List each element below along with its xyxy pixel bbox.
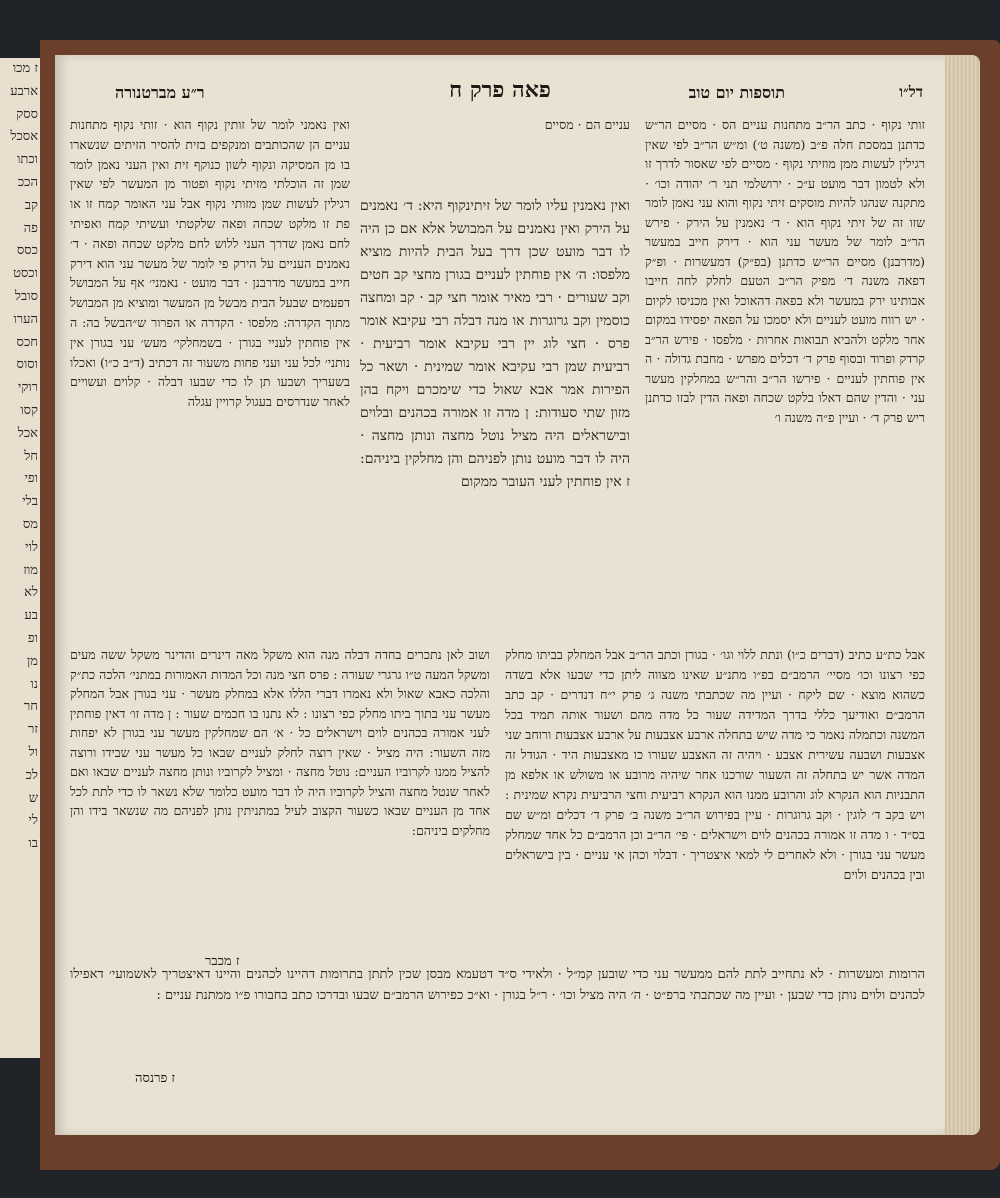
- facing-page-line: אכל: [17, 425, 38, 441]
- facing-page-line: זר: [27, 722, 38, 738]
- center-top-text: עניים הם · מסיים: [544, 117, 630, 132]
- catchword: ז פרנסה: [135, 1071, 176, 1086]
- center-commentary-top: [360, 115, 630, 195]
- footer-commentary-text: הרומות ומעשרות · לא נתחייב לתת להם ממעשר עני כדי שובען קמ״ל · ולאידי ס״ד דטעמא מבסן שכין לתתן בתרומות דהיינו לכהנים והיינו דאיצטריך לאשמועי׳ דאפילו לכהנים ולוים נותן כדי שבען · ועיין מה שכתבתי ברפ״ט · ה׳ היה מציל וכו׳ · ר״ל בגורן · וא״כ כפירוש הרמב״ם שבעו ובדרכו כתב בחבורו פ״ו ממתנת עניים :: [70, 967, 925, 1003]
- facing-page-line: מוז: [23, 562, 38, 578]
- footer-commentary: [70, 965, 925, 1065]
- facing-page-line: נו: [30, 676, 38, 692]
- section-marker: ז מכבר: [205, 954, 240, 969]
- facing-page-line: פה: [23, 220, 38, 236]
- facing-page-line: בע: [24, 608, 38, 624]
- facing-page-line: הככ: [17, 174, 38, 190]
- tosafot-text: זותי נקוף · כתב הר״ב מתחנות עניים הס · מסיים הר״ש כדתנן במסכת חלה פ״ב (משנה ט׳) ומ״ש הר״ב לפי שאין רגילין לעשות ממן מוזיתי נקוף · מסיים לפי שאסור לדרך זו ולא לטמון דבר מועט ע״כ · ירושלמי תני ר׳ יהודה וכו׳ · מתקנה שנהגו להיות מוסקים זיתי נקוף והוא עני נאמן לומר שזו זה של זיתי נקוף הוא · ד׳ נאמנין על הירק · פירש הר״ב לומר של מעשר עני הוא · דירק חייב במעשר (מדרבנן) מסיים הר״ש כדתנן (בפ״ק) דמעשרות · ופ״ק דפאה משנה ד׳ מפיק הר״ב הטעם לחלק לחה חייבו אבותינו ירק במעשר ולא בפאה דהאוכל ואין מכניסו לקיום · יש רווח מועט לעניים ולא יסמכו על הפאה יפסידו במקום אחר מלקט ולהביא תבואות אחרות · מלפסו · פירש הר״ב קרדק ופרוד ובסוף פרק ד׳ דכלים מפרש · מחבת גדולה · ה אין פוחתין לעניים · פירשו הר״ב והר״ש במחלקין מעשר עני · והדין שהם דאלו בלקט שכחה ופאה הדין לבזו כדתנן ריש פרק ד׳ · ועיין פ״ה משנה ו׳: [645, 117, 925, 425]
- facing-page-line: לוי: [25, 539, 38, 555]
- mishnah-text: ואין נאמנין עליו לומר של זיתינקוף היא: ד׳ נאמנים על הירק ואין נאמנים על המבושל אלא אם כן היה לו דבר מועט שכן דרך בעל הבית להיות מוציא מלפסו: ה׳ אין פוחתין לעניים בגורן מחצי קב חטים וקב שעורים · רבי מאיר אומר חצי קב · קב ומחצה כוסמין וקב גרוגרות או מנה דבלה רבי עקיבא אומר פרס · חצי לוג יין רבי עקיבא אומר רביעית · רביעית שמן רבי עקיבא אומר שמינית · ושאר כל הפירות אמר אבא שאול כדי שימכרם ויקח בהן מזון שתי סעודות: ן מדה זו אמורה בכהנים ובלוים ובישראלים היה מציל נוטל מחצה ונותן מחצה · היה לו דבר מועט נותן לפניהם והן מחלקין ביניהם: ז אין פוחתין לעני העובר ממקום: [360, 198, 630, 490]
- book-page: [55, 55, 945, 1135]
- facing-page-line: ססק: [16, 106, 38, 122]
- facing-page-line: סובל: [14, 288, 38, 304]
- bartenura-text: ואין נאמני לומר של זותין נקוף הוא · זותי נקוף מתחנות עניים הן שהכותבים ומנקפים בזית להסיר הזיתים שנשארו בו מן המסיקה ונקוף לשון כנוקף זית ואין העני נאמן לומר שמן זה הוכלתי מזיתי נקוף ופטור מן המעשר לפי שאין רגילין לעשות שמן מזותי נקוף אבל עני האומר קמח זו או פת זו מלקט שכחה ופאה שלקטתי ועשיתי קמח ואפיתי לחם נאמן שדרך העני ללוש לחם מלקט שכחה ופאה · ד׳ נאמנים העניים על הירק פי לומר של מעשר עני הוא דירק חייב במעשר מדרבנן · דבר מועט · נאמני׳ אף על המבושל דפעמים שבעל הבית מבשל מן המעשר ומוציא מן המבושל מתוך הקדרה: מלפסו · הקדרה או הפרור ש״הבשל בה: ה אין פוחתין לעניי בגורן · בשמחלקי׳ מעש׳ עני בגורן אין נותני׳ לכל עני ועני פחות משעור זה דכתיב (ד״ב כ״ו) ואכלו בשעריך ושבעו תן לו כדי שבעו דבלה · קלוים ועשויים לאחר שנדרסים בעגול קרויין עגלה: [70, 117, 350, 410]
- facing-page-line: ול: [28, 744, 38, 760]
- facing-page-line: מס: [22, 516, 38, 532]
- facing-page-line: ז מכו: [12, 61, 38, 76]
- facing-page-line: ופ: [27, 630, 38, 646]
- facing-page-line: וכתו: [17, 152, 38, 168]
- facing-page-line: כסס: [16, 243, 38, 259]
- facing-page-line: וכסט: [13, 266, 38, 282]
- facing-page-line: בו: [28, 836, 38, 852]
- facing-page-line: ש: [28, 790, 38, 806]
- facing-page-line: לכ: [25, 767, 38, 783]
- facing-page-line: אסכל: [10, 129, 38, 145]
- bartenura-continuation-text: ושוב לאן נתכרים בחדה דבלה מנה הוא משקל מאה דינרים והדינר משקל ששה מעים ומשקל המעה ט״ו גרגרי שעורה : פרס חצי מנה וכל המדות האמורות במתני׳ הלכה כת״ק והלכה כאבא שאול ולא נאמרו דברי הללו אלא במחלק מעשר · עני בגורן אבל המחלק מעשר עני בתוך ביתו מחלק כפי רצונו : לא נתנו בו חכמים שעור : ן מדה זו׳ דאין פוחתין לעני אמורה בכהנים לוים וישראלים כל · א׳ הם שמחלקין מעשר עני בגורן לא יפחות מזה השעור: היה מציל · שאין רוצה לחלק לעניים שבאו כל מעשר עני שבידו ורוצה להציל ממנו לקרוביו העניים: נוטל מחצה · ומציל לקרוביו ונותן מחצה לעניים שבאו ואם לאחר שנטל מחצה והציל לקרוביו היה לו דבר מועט כלומר שלא נשאר לו כדי לתת לכל אחד מן העניים שבאו כשעור הקצוב לעיל במתניתין נותן לפניהם מה שנשאר בידו והן מחלקים ביניהם:: [70, 647, 490, 838]
- running-title-tosafot: תוספות יום טוב: [688, 83, 785, 102]
- running-title-chapter: פאה פרק ח: [449, 77, 551, 103]
- facing-page-line: בלי: [22, 494, 38, 510]
- facing-page-line: לי: [28, 813, 38, 829]
- running-title-bartenura: ר״ע מברטנורה: [115, 83, 205, 102]
- facing-page-line: ופי: [24, 471, 38, 487]
- folio-number: דל״ו: [899, 83, 923, 101]
- facing-page-line: חכס: [16, 334, 38, 350]
- page-header: [55, 75, 945, 115]
- tosafot-continuation-text: אבל כת״ע כתיב (דברים כ״ו) ונתת ללוי וגו׳ · בגורן וכתב הר״ב אבל המחלק בביתו מחלק כפי רצונו וכו׳ מסיי׳ הרמב״ם בפ״ו מתנ״ע שאינו מצווה ליתן כדי שבעו אלא בשדה כשהוא מוצא · שם ליקח · ועיין מה שכתבתי משנה ג׳ פרק י״ח דנדרים · קב כתב הרמב״ם ואודיעך כללי בדרך המדידה שעור כל מדה מהם ושעור אותה תמיד בכל המשנה וכתמלה נאמר כי מדה שיש בתחלה ארבע אצבעות על ארבע אצבעות ורוחב שני אצבעות ושבעה עשירית אצבע · ויהיה זה האצבע שעורו כו מאצבעות היד · הגודל זה המדה אשר יש בתחלה זה השעור שורכנו אחר שיהיה מרובע או משולש או אלפא מן התבניות הוא הנקרא לוג והרובע ממנו הוא הנקרא רביעית וחצי הרביעית נקרא שמינית : ויש בקב ד׳ לוגין · וקב גרוגרות · עיין בפירוש הר״ב משנה ב׳ פרק ד׳ דכלים ומ״ש שם בס״ד · ו מדה זו אמורה בכהנים לוים וישראלים · פי׳ הר״ב וכן הרמב״ם כל אחד שמחלק מעשר עני בגורן · ולא לאחרים לי למאי איצטריך · דבלוי וכהן אי עניים · בין בישראלים ובין בכהנים ולוים: [505, 647, 925, 882]
- facing-page-line: רוקי: [17, 380, 38, 396]
- facing-page-edge: [0, 58, 42, 1058]
- facing-page-line: חל: [24, 448, 38, 464]
- tosafot-column: [645, 115, 925, 585]
- tosafot-continuation: [505, 645, 925, 965]
- bartenura-continuation: [70, 645, 490, 955]
- facing-page-line: קב: [24, 197, 38, 213]
- facing-page-line: הערו: [13, 311, 38, 327]
- mishnah-column: [360, 195, 630, 640]
- bartenura-column: [70, 115, 350, 640]
- facing-page-line: וסוס: [16, 357, 38, 373]
- facing-page-line: ארבע: [10, 83, 38, 99]
- facing-page-line: קסו: [20, 402, 38, 418]
- facing-page-line: מן: [26, 653, 38, 669]
- facing-page-line: חר: [23, 699, 38, 715]
- facing-page-line: לא: [24, 585, 38, 601]
